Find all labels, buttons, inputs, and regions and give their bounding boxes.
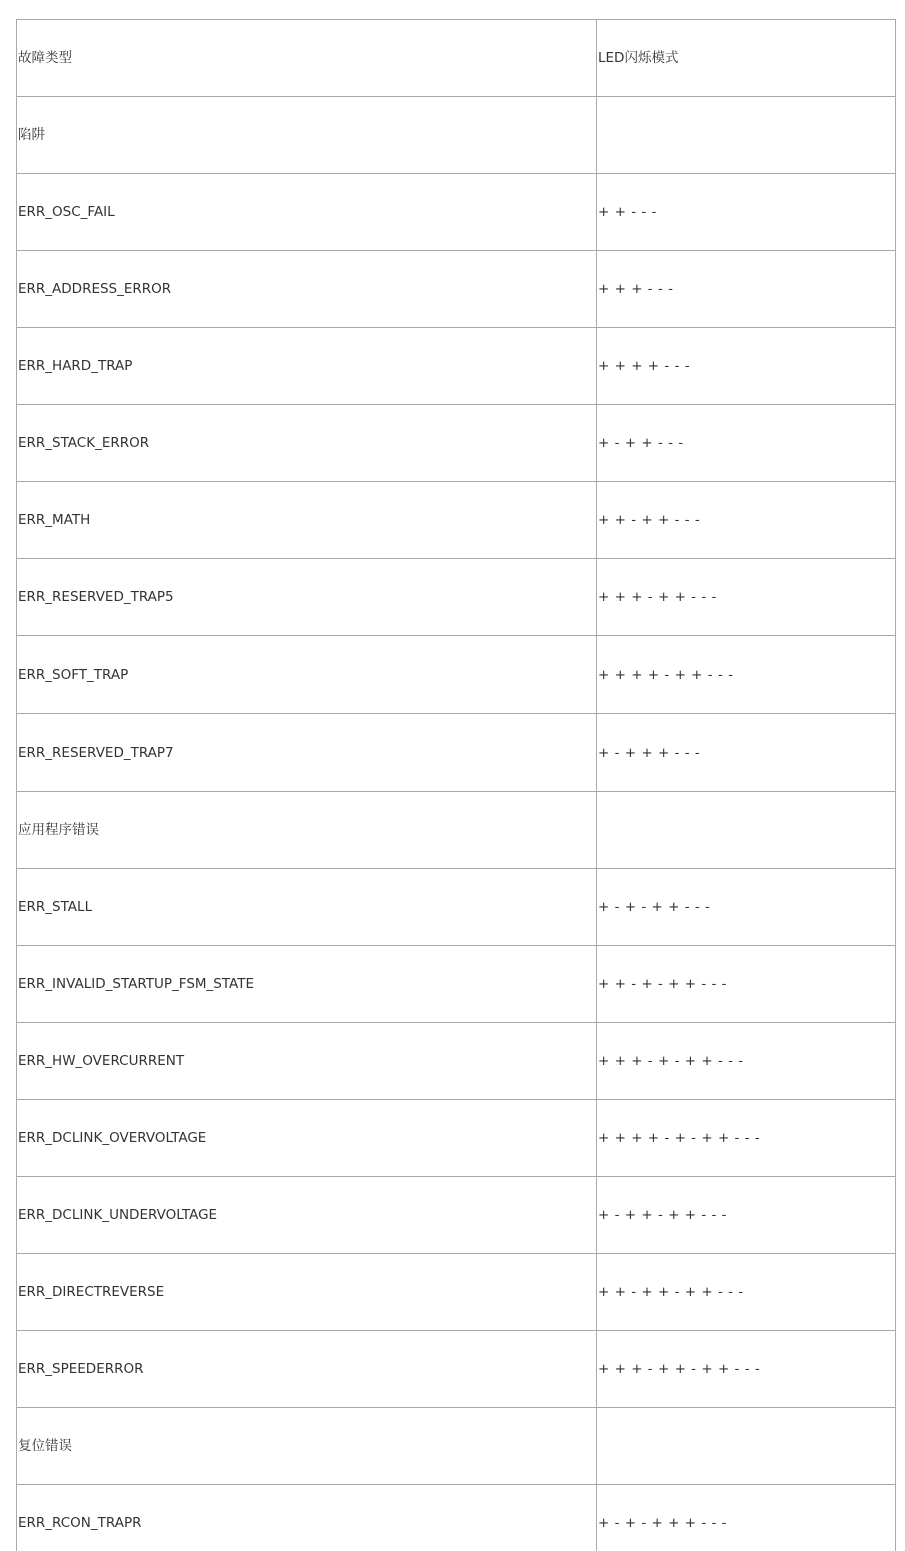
pattern-cell: + + + - + - + + - - - [597,1023,896,1100]
header-led-pattern: LED闪烁模式 [597,20,896,97]
pattern-cell: + - + + - + + - - - [597,1177,896,1254]
pattern-cell: + - + + - - - [597,405,896,482]
table-row [17,97,896,174]
fault-cell: ERR_HW_OVERCURRENT [17,1023,597,1100]
fault-cell: 陷阱 [17,97,597,174]
pattern-cell: + - + - + + - - - [597,869,896,946]
fault-cell: ERR_RESERVED_TRAP7 [17,714,597,792]
fault-cell: ERR_RESERVED_TRAP5 [17,559,597,636]
pattern-cell: + + - + + - - - [597,482,896,559]
table-row [17,1485,896,1551]
fault-cell: ERR_SOFT_TRAP [17,636,597,714]
fault-cell: 复位错误 [17,1408,597,1485]
fault-cell: ERR_HARD_TRAP [17,328,597,405]
pattern-cell: + + + + - + + - - - [597,636,896,714]
table-row [17,559,896,636]
fault-cell: ERR_ADDRESS_ERROR [17,251,597,328]
fault-cell: ERR_RCON_TRAPR [17,1485,597,1551]
pattern-cell: + + + + - - - [597,328,896,405]
fault-cell: ERR_INVALID_STARTUP_FSM_STATE [17,946,597,1023]
pattern-cell: + + - - - [597,174,896,251]
table-row [17,405,896,482]
table-row [17,869,896,946]
table-row [17,482,896,559]
pattern-cell: + + - + + - + + - - - [597,1254,896,1331]
fault-cell: 应用程序错误 [17,792,597,869]
fault-cell: ERR_OSC_FAIL [17,174,597,251]
table-row [17,792,896,869]
table-header-row [17,20,896,97]
table-row [17,1331,896,1408]
fault-cell: ERR_DIRECTREVERSE [17,1254,597,1331]
fault-cell: ERR_MATH [17,482,597,559]
table-row [17,328,896,405]
pattern-cell [597,792,896,869]
fault-cell: ERR_SPEEDERROR [17,1331,597,1408]
fault-cell: ERR_STACK_ERROR [17,405,597,482]
table-row [17,636,896,714]
fault-led-table [16,19,896,1551]
pattern-cell: + - + - + + + - - - [597,1485,896,1551]
pattern-cell: + + + - - - [597,251,896,328]
table-row [17,1408,896,1485]
table-row [17,714,896,792]
pattern-cell: + + + + - + - + + - - - [597,1100,896,1177]
pattern-cell: + - + + + - - - [597,714,896,792]
table-row [17,1177,896,1254]
pattern-cell: + + + - + + - - - [597,559,896,636]
fault-cell: ERR_STALL [17,869,597,946]
pattern-cell [597,1408,896,1485]
fault-cell: ERR_DCLINK_UNDERVOLTAGE [17,1177,597,1254]
pattern-cell: + + + - + + - + + - - - [597,1331,896,1408]
table-row [17,946,896,1023]
table-row [17,1254,896,1331]
header-fault-type: 故障类型 [17,20,597,97]
table-row [17,1023,896,1100]
table-row [17,1100,896,1177]
pattern-cell: + + - + - + + - - - [597,946,896,1023]
table-row [17,174,896,251]
pattern-cell [597,97,896,174]
fault-cell: ERR_DCLINK_OVERVOLTAGE [17,1100,597,1177]
table-row [17,251,896,328]
